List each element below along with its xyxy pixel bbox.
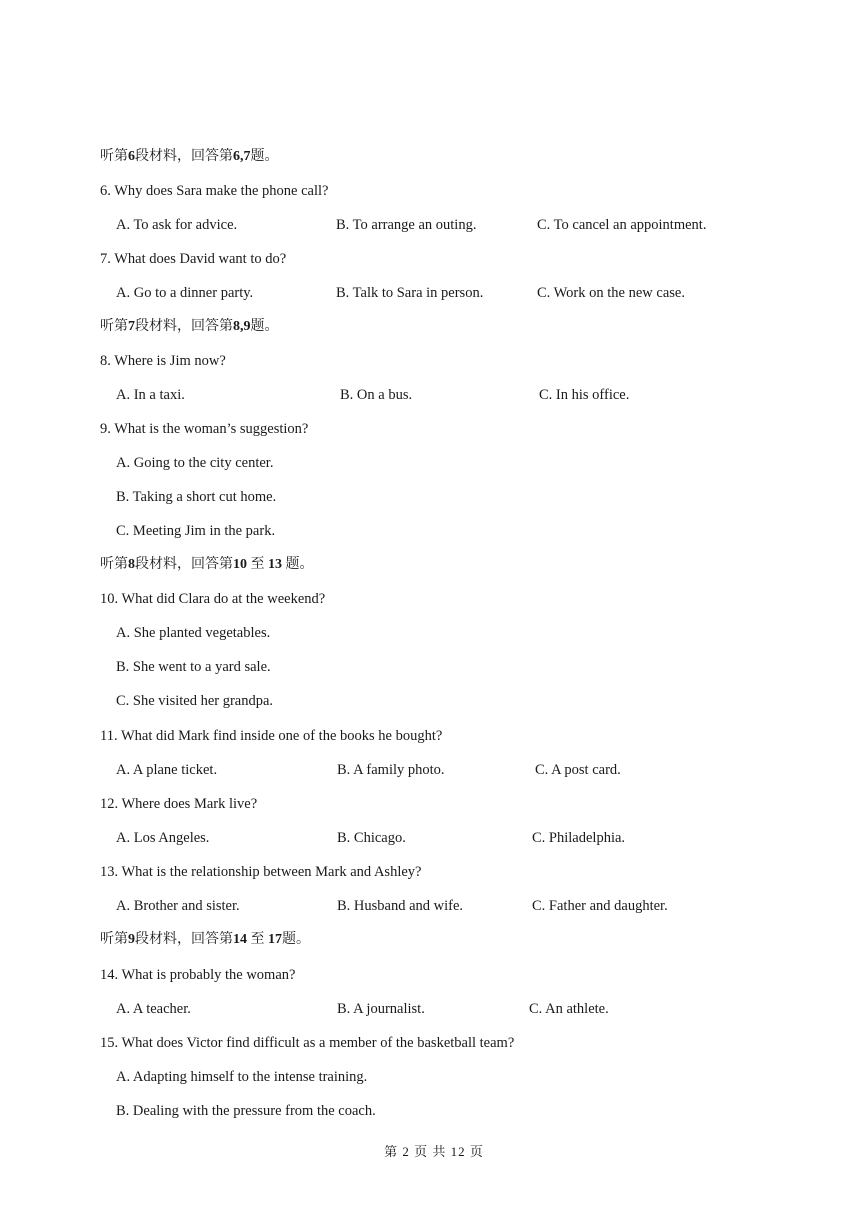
option-13c: C. Father and daughter. (532, 898, 668, 914)
option-7a: A. Go to a dinner party. (116, 285, 254, 301)
option-11b: B. A family photo. (337, 762, 445, 778)
section-header-6 (100, 148, 279, 166)
option-9b: B. Taking a short cut home. (116, 489, 277, 505)
option-13b: B. Husband and wife. (337, 898, 464, 914)
option-14b: B. A journalist. (337, 1001, 425, 1017)
option-14c: C. An athlete. (529, 1001, 609, 1017)
section-text: 题。 (250, 319, 279, 334)
option-6b: B. To arrange an outing. (336, 217, 477, 233)
section-number: 8 (128, 557, 135, 572)
option-8a: A. In a taxi. (116, 387, 185, 403)
question-10: 10. What did Clara do at the weekend? (100, 591, 326, 607)
option-9c: C. Meeting Jim in the park. (116, 523, 276, 539)
option-15b: B. Dealing with the pressure from the coach. (116, 1103, 376, 1119)
section-text: 听第 (100, 557, 128, 572)
question-7: 7. What does David want to do? (100, 251, 287, 267)
section-text: 听第 (100, 319, 128, 334)
question-9: 9. What is the woman’s suggestion? (100, 421, 309, 437)
section-text: 段材料，回答第 (135, 557, 233, 572)
section-text: 段材料，回答第 (135, 149, 233, 164)
question-14: 14. What is probably the woman? (100, 967, 296, 983)
section-range: 6,7 (233, 149, 251, 164)
section-number: 6 (128, 149, 135, 164)
option-7b: B. Talk to Sara in person. (336, 285, 484, 301)
section-text: 至 (250, 932, 265, 947)
question-6: 6. Why does Sara make the phone call? (100, 183, 329, 199)
option-12c: C. Philadelphia. (532, 830, 626, 846)
section-text: 题。 (282, 932, 310, 947)
option-8c: C. In his office. (539, 387, 630, 403)
section-header-8 (100, 556, 314, 574)
question-13: 13. What is the relationship between Mark and Ashley? (100, 864, 422, 880)
option-6a: A. To ask for advice. (116, 217, 238, 233)
option-11c: C. A post card. (535, 762, 621, 778)
option-8b: B. On a bus. (340, 387, 413, 403)
section-text: 段材料，回答第 (135, 319, 233, 334)
section-number: 9 (128, 932, 135, 947)
option-15a: A. Adapting himself to the intense training. (116, 1069, 368, 1085)
option-10c: C. She visited her grandpa. (116, 693, 274, 709)
option-12b: B. Chicago. (337, 830, 406, 846)
section-text: 段材料，回答第 (135, 932, 233, 947)
section-range: 14 (233, 932, 247, 947)
section-text: 题。 (250, 149, 279, 164)
section-header-7 (100, 318, 279, 336)
section-text: 至 (250, 557, 265, 572)
section-number: 7 (128, 319, 135, 334)
option-7c: C. Work on the new case. (537, 285, 685, 301)
option-6c: C. To cancel an appointment. (537, 217, 707, 233)
option-14a: A. A teacher. (116, 1001, 191, 1017)
section-header-9 (100, 931, 310, 949)
section-range: 13 (268, 557, 282, 572)
section-range: 17 (268, 932, 282, 947)
option-10b: B. She went to a yard sale. (116, 659, 271, 675)
option-10a: A. She planted vegetables. (116, 625, 271, 641)
section-range: 10 (233, 557, 247, 572)
option-11a: A. A plane ticket. (116, 762, 218, 778)
question-11: 11. What did Mark find inside one of the books he bought? (100, 728, 443, 744)
question-8: 8. Where is Jim now? (100, 353, 226, 369)
question-15: 15. What does Victor find difficult as a member of the basketball team? (100, 1035, 515, 1051)
option-13a: A. Brother and sister. (116, 898, 240, 914)
option-12a: A. Los Angeles. (116, 830, 210, 846)
section-text: 听第 (100, 932, 128, 947)
page-footer: 第 2 页 共 12 页 (384, 1144, 484, 1159)
section-text: 题。 (285, 557, 314, 572)
option-9a: A. Going to the city center. (116, 455, 274, 471)
section-text: 听第 (100, 149, 128, 164)
section-range: 8,9 (233, 319, 251, 334)
question-12: 12. Where does Mark live? (100, 796, 258, 812)
